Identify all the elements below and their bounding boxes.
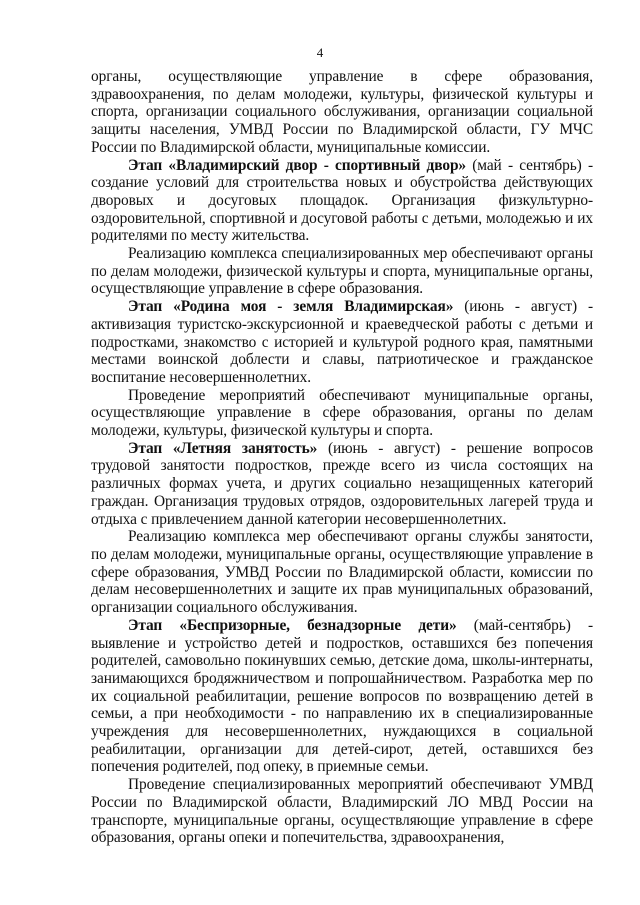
paragraph-2 xyxy=(91,157,593,246)
paragraph-7 xyxy=(91,528,593,617)
paragraph-8-text: (май-сентябрь) - выявление и устройство детей и подростков, оставшихся без попечения родителей, самовольно покинувших семью, детские дома, школы-интернаты, занимающихся бродяжничеством и попрошайничеством. Разработка мер по их социальной реабилитации, решение вопросов по возвращению детей в семьи, а при необходимости - по направлению их в специализированные учреждения для несовершеннолетних, нуждающихся в социальной реабилитации, организации для детей-сирот, детей, оставшихся без попечения родителей, под опеку, в приемные семьи. xyxy=(91,616,593,776)
document-body xyxy=(91,68,593,847)
paragraph-5-text: Проведение мероприятий обеспечивают муниципальные органы, осуществляющие управление в сфере образования, органы по делам молодежи, культуры, физической культуры и спорта. xyxy=(91,386,593,440)
paragraph-3 xyxy=(91,245,593,298)
stage-title-homeless-children: Этап «Беспризорные, безнадзорные дети» xyxy=(128,616,457,634)
paragraph-8 xyxy=(91,617,593,776)
paragraph-3-text: Реализацию комплекса специализированных мер обеспечивают органы по делам молодежи, физической культуры и спорта, муниципальные органы, осуществляющие управление в сфере образования. xyxy=(91,245,593,298)
stage-title-homeland: Этап «Родина моя - земля Владимирская» xyxy=(128,298,454,316)
paragraph-4 xyxy=(91,298,593,387)
stage-title-summer-employment: Этап «Летняя занятость» xyxy=(128,439,318,457)
paragraph-6-text: (июнь - август) - решение вопросов трудовой занятости подростков, прежде всего из числа состоящих на различных формах учета, и других социально незащищенных категорий граждан. Организация трудовых отрядов, оздоровительных лагерей труда и отдыха с привлечением данной категории несовершеннолетних. xyxy=(91,439,593,528)
paragraph-1-text: органы, осуществляющие управление в сфере образования, здравоохранения, по делам молодежи, культуры, физической культуры и спорта, организации социального обслуживания, организации социальной защиты населения, УМВД России по Владимирской области, ГУ МЧС России по Владимирской области, муниципальные комиссии. xyxy=(91,68,593,156)
paragraph-2-text: (май - сентябрь) - создание условий для строительства новых и обустройства действующих дворовых и досуговых площадок. Организация физкультурно-оздоровительной, спортивной и досуговой работы с детьми, молодежью и их родителями по месту жительства. xyxy=(91,156,593,245)
paragraph-1 xyxy=(91,68,593,157)
paragraph-6 xyxy=(91,440,593,529)
stage-title-vladimir-yard: Этап «Владимирский двор - спортивный двор» xyxy=(128,156,466,174)
page-number: 4 xyxy=(316,45,324,60)
paragraph-7-text: Реализацию комплекса мер обеспечивают органы службы занятости, по делам молодежи, муниципальные органы, осуществляющие управление в сфере образования, УМВД России по Владимирской области, комиссии по делам несовершеннолетних и защите их прав муниципальных образований, организации социального обслуживания. xyxy=(91,528,593,617)
paragraph-9 xyxy=(91,776,593,847)
paragraph-5 xyxy=(91,387,593,440)
paragraph-9-text: Проведение специализированных мероприятий обеспечивают УМВД России по Владимирской области, Владимирский ЛО МВД России на транспорте, муниципальные органы, осуществляющие управление в сфере образования, органы опеки и попечительства, здравоохранения, xyxy=(91,776,593,847)
paragraph-4-text: (июнь - август) - активизация туристско-экскурсионной и краеведческой работы с детьми и подростками, знакомство с историей и культурой родного края, памятными местами воинской доблести и славы, патриотическое и гражданское воспитание несовершеннолетних. xyxy=(91,298,593,386)
